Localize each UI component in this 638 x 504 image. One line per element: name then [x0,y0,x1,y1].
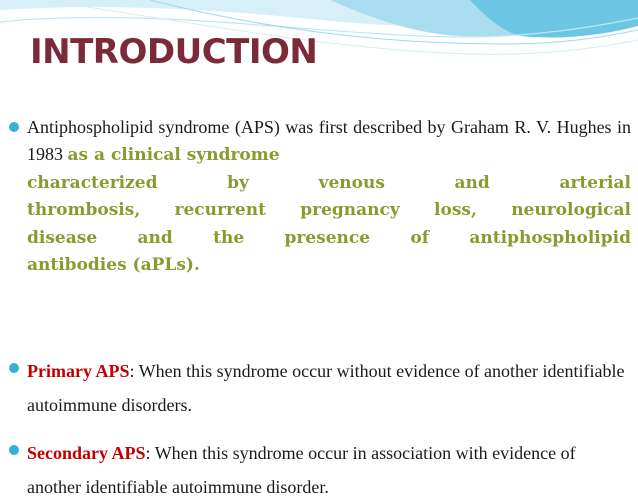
primary-aps-paragraph [27,354,631,422]
slide-title: INTRODUCTION [30,32,318,72]
secondary-aps-paragraph [27,436,631,504]
aps-characterized-highlight: characterized by venous and arterial [27,172,631,193]
aps-disease-highlight: disease and the presence of antiphospholipid [27,227,631,248]
bullet-dot-1 [9,122,19,132]
secondary-aps-text: : When this syndrome occur in association with evidence of another identifiable autoimmune disorder. [27,443,576,497]
secondary-aps-label: Secondary APS [27,443,146,463]
aps-clinical-syndrome-highlight: as a clinical syndrome [67,145,280,166]
aps-history-text: Antiphospholipid syndrome (APS) was first described by Graham R. V. Hughes in 1983 [27,117,631,165]
bullet-dot-3 [9,445,19,455]
primary-aps-label: Primary APS [27,361,130,381]
aps-antibodies-highlight: antibodies (aPLs). [27,255,200,276]
bullet-dot-2 [9,363,19,373]
aps-thrombosis-highlight: thrombosis, recurrent pregnancy loss, neurological [27,200,631,221]
aps-definition-paragraph [27,114,631,279]
primary-aps-text: : When this syndrome occur without evidence of another identifiable autoimmune disorders. [27,361,625,415]
